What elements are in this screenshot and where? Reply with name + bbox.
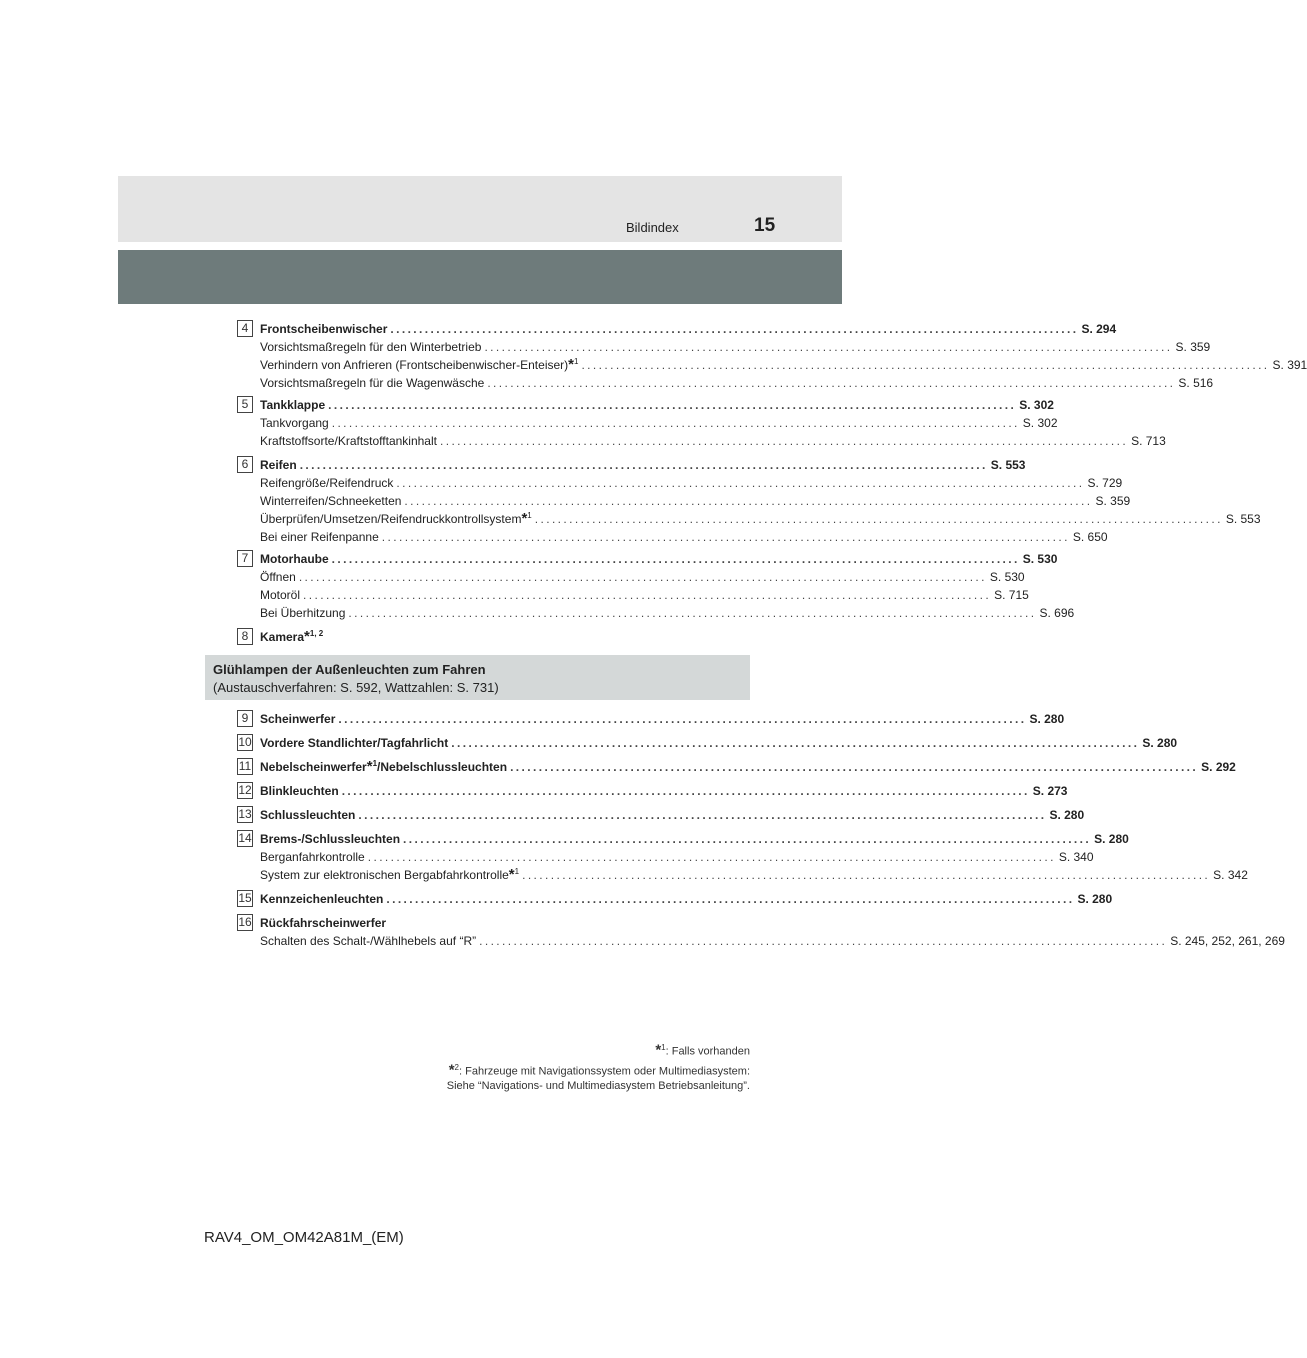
index-subentry: Tankvorgang ........................................................................................................................ S. 302 bbox=[260, 416, 1058, 430]
index-entry-heading: Motorhaube ........................................................................................................................ S. 530 bbox=[260, 552, 1058, 566]
item-number-badge: 13 bbox=[238, 807, 252, 821]
page-reference: S. 245, 252, 261, 269 bbox=[1170, 934, 1285, 948]
index-subentry: Überprüfen/Umsetzen/Reifendruckkontrollsystem*$^1$ ........................................................................................................................ S. 553 bbox=[260, 510, 1261, 527]
index-entry-heading: Brems-/Schlussleuchten ........................................................................................................................ S. 280 bbox=[260, 832, 1129, 846]
page-reference: S. 280 bbox=[1049, 808, 1085, 822]
page-reference: S. 359 bbox=[1175, 340, 1211, 354]
page-reference: S. 292 bbox=[1201, 760, 1236, 774]
index-entry-heading: Schlussleuchten ........................................................................................................................ S. 280 bbox=[260, 808, 1085, 822]
dot-leader: ........................................................................................................................ bbox=[341, 784, 1030, 798]
dot-leader: ........................................................................................................................ bbox=[367, 850, 1056, 864]
dot-leader: ........................................................................................................................ bbox=[396, 476, 1085, 490]
page-reference: S. 280 bbox=[1094, 832, 1129, 846]
item-number-badge: 5 bbox=[237, 396, 253, 413]
dot-leader: ........................................................................................................................ bbox=[328, 398, 1017, 412]
index-subentry: Vorsichtsmaßregeln für den Winterbetrieb ........................................................................................................................ S. 359 bbox=[260, 340, 1211, 354]
index-entry-heading: Scheinwerfer ........................................................................................................................ S. 280 bbox=[260, 712, 1065, 726]
page-reference: S. 516 bbox=[1178, 376, 1214, 390]
page-reference: S. 280 bbox=[1077, 892, 1113, 906]
page-reference: S. 553 bbox=[990, 458, 1026, 472]
page-reference: S. 530 bbox=[1022, 552, 1058, 566]
item-number-badge: 15 bbox=[238, 891, 252, 905]
footnotes bbox=[447, 1040, 750, 1094]
dot-leader: ........................................................................................................................ bbox=[390, 322, 1079, 336]
index-entry-heading: Vordere Standlichter/Tagfahrlicht ........................................................................................................................ S. 280 bbox=[260, 736, 1178, 750]
dot-leader: ........................................................................................................................ bbox=[298, 570, 987, 584]
page-reference: S. 302 bbox=[1022, 416, 1058, 430]
dot-leader: ........................................................................................................................ bbox=[403, 832, 1092, 846]
index-entry-heading: Frontscheibenwischer ........................................................................................................................ S. 294 bbox=[260, 322, 1117, 336]
page-reference: S. 280 bbox=[1029, 712, 1065, 726]
page-reference: S. 273 bbox=[1032, 784, 1068, 798]
index-entry-heading: Kamera*$^{1, 2}$ bbox=[260, 628, 324, 645]
item-number-badge: 8 bbox=[237, 628, 253, 645]
dot-leader: ........................................................................................................................ bbox=[522, 868, 1211, 882]
item-number-badge: 6 bbox=[237, 456, 253, 473]
dot-leader: ........................................................................................................................ bbox=[510, 760, 1199, 774]
index-subentry: Motoröl ........................................................................................................................ S. 715 bbox=[260, 588, 1029, 602]
page-reference: S. 715 bbox=[994, 588, 1029, 602]
dot-leader: ........................................................................................................................ bbox=[479, 934, 1168, 948]
page-reference: S. 713 bbox=[1131, 434, 1166, 448]
page-reference: S. 696 bbox=[1039, 606, 1075, 620]
footnote-1: *$^1$: Falls vorhanden bbox=[655, 1041, 750, 1059]
header-band bbox=[118, 176, 842, 242]
dot-leader: ........................................................................................................................ bbox=[404, 494, 1093, 508]
index-subentry: Kraftstoffsorte/Kraftstofftankinhalt ........................................................................................................................ S. 713 bbox=[260, 434, 1166, 448]
dot-leader: ........................................................................................................................ bbox=[299, 458, 988, 472]
page-reference: S. 302 bbox=[1019, 398, 1054, 412]
page-reference: S. 359 bbox=[1095, 494, 1131, 508]
dot-leader: ........................................................................................................................ bbox=[331, 416, 1020, 430]
item-number-badge: 4 bbox=[237, 320, 253, 337]
dot-leader: ........................................................................................................................ bbox=[487, 376, 1176, 390]
page-reference: S. 729 bbox=[1087, 476, 1123, 490]
page-reference: S. 553 bbox=[1225, 512, 1261, 526]
index-subentry: System zur elektronischen Bergabfahrkontrolle*$^1$ ........................................................................................................................ S. 342 bbox=[260, 866, 1248, 883]
item-number-badge: 11 bbox=[238, 759, 252, 773]
section-title: Bildindex bbox=[626, 220, 679, 235]
dot-leader: ........................................................................................................................ bbox=[381, 530, 1070, 544]
dot-leader: ........................................................................................................................ bbox=[348, 606, 1037, 620]
dot-leader: ........................................................................................................................ bbox=[534, 512, 1223, 526]
lamps-box-subtitle: (Austauschverfahren: S. 592, Wattzahlen: S. 731) bbox=[213, 680, 499, 695]
footnote-2: *$^2$: Fahrzeuge mit Navigationssystem oder Multimediasystem: bbox=[448, 1061, 750, 1079]
dot-leader: ........................................................................................................................ bbox=[439, 434, 1129, 448]
index-subentry: Verhindern von Anfrieren (Frontscheibenwischer-Enteiser)*$^1$ ........................................................................................................................ S. 391 bbox=[260, 356, 1307, 373]
footnote-2-continued: Siehe “Navigations- und Multimediasystem Betriebsanleitung”. bbox=[446, 1080, 750, 1093]
dot-leader: ........................................................................................................................ bbox=[331, 552, 1020, 566]
dot-leader: ........................................................................................................................ bbox=[338, 712, 1027, 726]
page-reference: S. 530 bbox=[989, 570, 1025, 584]
index-subentry: Berganfahrkontrolle ........................................................................................................................ S. 340 bbox=[260, 850, 1094, 864]
index-entry-heading: Rückfahrscheinwerfer bbox=[260, 916, 387, 930]
page-number: 15 bbox=[754, 215, 776, 236]
index-entry-heading: Blinkleuchten ........................................................................................................................ S. 273 bbox=[260, 784, 1068, 798]
header-dark-band bbox=[118, 250, 842, 304]
index-entry-heading: Tankklappe ........................................................................................................................ S. 302 bbox=[260, 398, 1054, 412]
index-entry-heading: Nebelscheinwerfer*$^1$/Nebelschlussleuchten ........................................................................................................................ S. 292 bbox=[260, 758, 1236, 775]
dot-leader: ........................................................................................................................ bbox=[451, 736, 1140, 750]
index-subentry: Bei einer Reifenpanne ........................................................................................................................ S. 650 bbox=[260, 530, 1108, 544]
lamps-box-title: Glühlampen der Außenleuchten zum Fahren bbox=[213, 662, 486, 677]
item-number-badge: 16 bbox=[238, 915, 252, 929]
page-reference: S. 340 bbox=[1058, 850, 1094, 864]
index-entry-heading: Reifen ........................................................................................................................ S. 553 bbox=[260, 458, 1026, 472]
index-entry-heading: Kennzeichenleuchten ........................................................................................................................ S. 280 bbox=[260, 892, 1113, 906]
index-subentry: Winterreifen/Schneeketten ........................................................................................................................ S. 359 bbox=[260, 494, 1131, 508]
item-number-badge: 14 bbox=[238, 831, 252, 845]
item-number-badge: 10 bbox=[238, 735, 252, 749]
item-number-badge: 12 bbox=[238, 783, 252, 797]
page-reference: S. 650 bbox=[1072, 530, 1108, 544]
page-reference: S. 391 bbox=[1272, 358, 1307, 372]
dot-leader: ........................................................................................................................ bbox=[484, 340, 1173, 354]
lamps-info-box bbox=[205, 655, 750, 700]
dot-leader: ........................................................................................................................ bbox=[581, 358, 1270, 372]
page-reference: S. 342 bbox=[1213, 868, 1248, 882]
page-reference: S. 280 bbox=[1142, 736, 1178, 750]
dot-leader: ........................................................................................................................ bbox=[386, 892, 1075, 906]
item-number-badge: 7 bbox=[237, 550, 253, 567]
index-subentry: Schalten des Schalt-/Wählhebels auf “R” ........................................................................................................................ S. 245, 252, 261, 269 bbox=[260, 934, 1285, 948]
dot-leader: ........................................................................................................................ bbox=[358, 808, 1047, 822]
index-subentry: Reifengröße/Reifendruck ........................................................................................................................ S. 729 bbox=[260, 476, 1123, 490]
page-reference: S. 294 bbox=[1081, 322, 1117, 336]
index-subentry: Öffnen ........................................................................................................................ S. 530 bbox=[260, 570, 1025, 584]
item-number-badge: 9 bbox=[237, 710, 253, 727]
dot-leader: ........................................................................................................................ bbox=[303, 588, 992, 602]
index-subentry: Vorsichtsmaßregeln für die Wagenwäsche ........................................................................................................................ S. 516 bbox=[260, 376, 1214, 390]
document-code: RAV4_OM_OM42A81M_(EM) bbox=[204, 1229, 404, 1246]
index-subentry: Bei Überhitzung ........................................................................................................................ S. 696 bbox=[260, 606, 1075, 620]
